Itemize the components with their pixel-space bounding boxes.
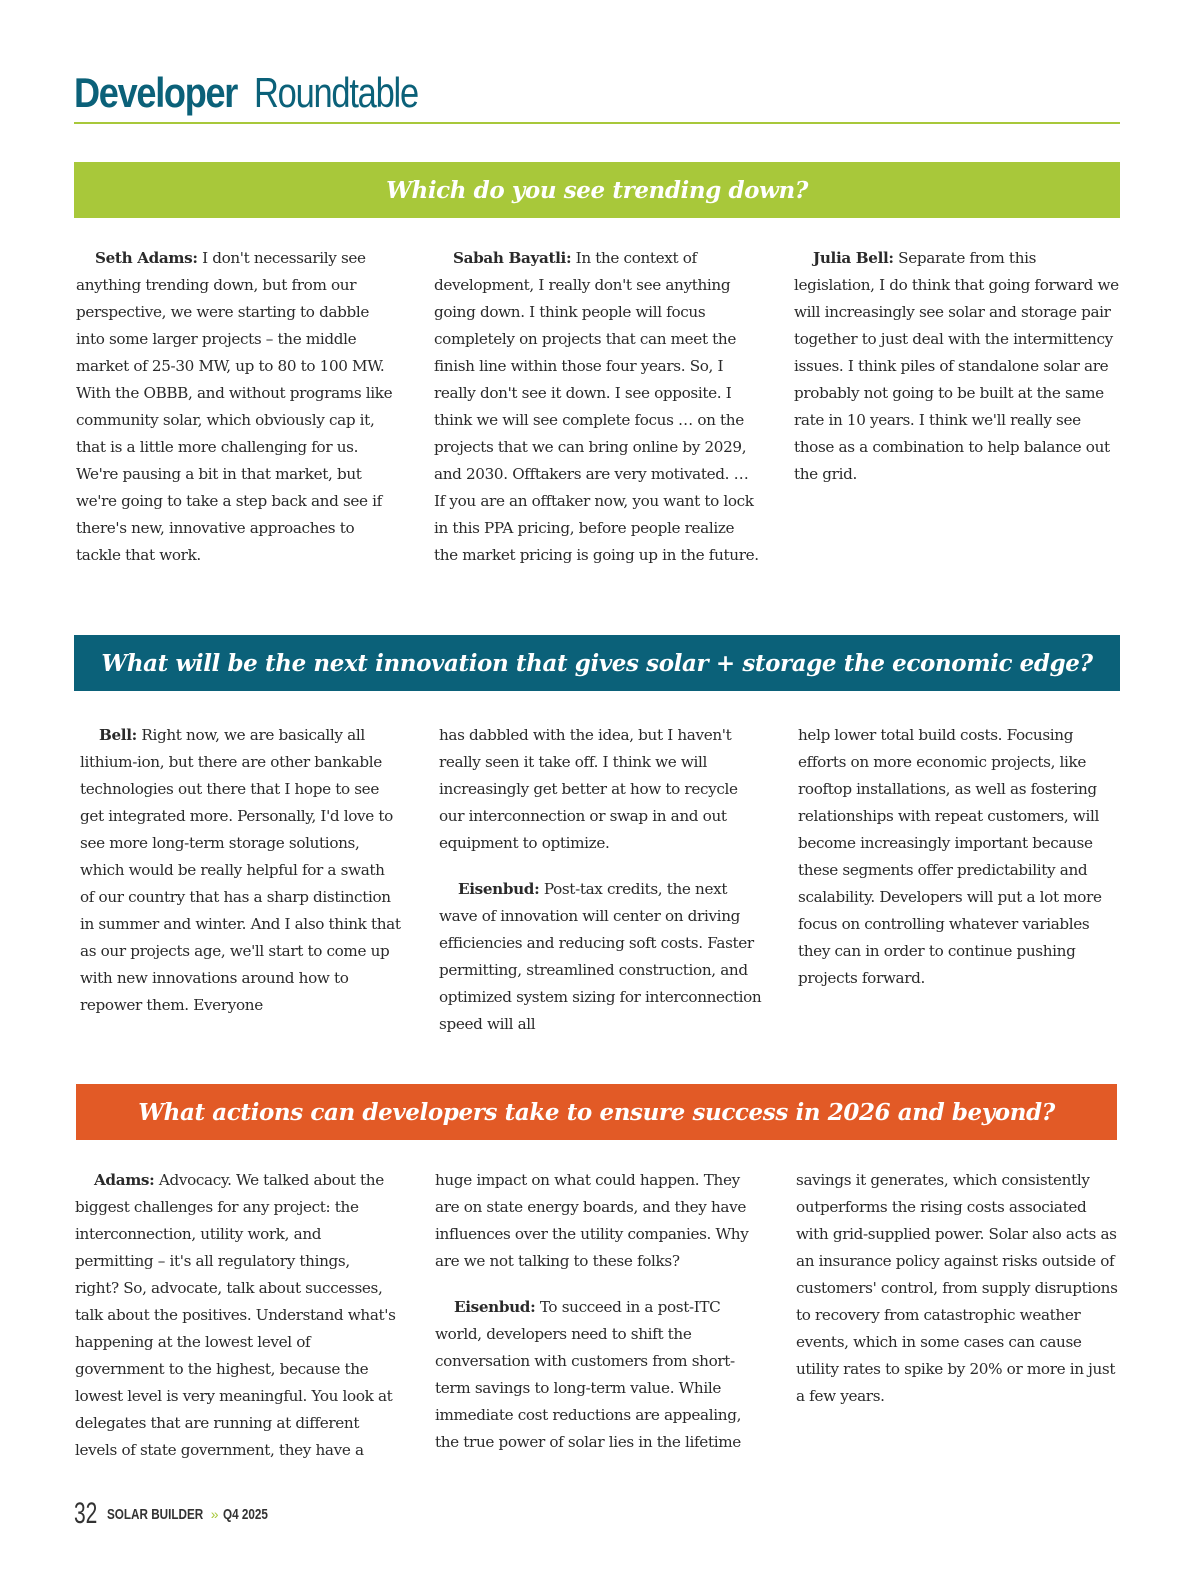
section3-column3 [796, 1167, 1122, 1410]
issue-label: Q4 2025 [222, 1505, 268, 1523]
speaker-name: Eisenbud: [458, 880, 540, 898]
answer-paragraph [798, 722, 1124, 992]
section-heading-next-innovation: What will be the next innovation that gives solar + storage the economic edge? [74, 635, 1120, 691]
answer-text: To succeed in a post-ITC world, developers need to shift the conversation with customers from short-term savings to long-term value. While immediate cost reductions are appealing, the true power of solar lies in the lifetime [435, 1298, 742, 1451]
answer-paragraph [76, 245, 398, 569]
answer-text: savings it generates, which consistently outperforms the rising costs associated with grid-supplied power. Solar also acts as an insurance policy against risks outside of customers' control, from supply disruptions to recovery from catastrophic weather events, which in some cases can cause utility rates to spike by 20% or more in just a few years. [796, 1171, 1118, 1405]
section1-column3 [794, 245, 1120, 488]
speaker-name: Seth Adams: [95, 249, 198, 267]
section3-column2 [435, 1167, 760, 1456]
section2-column2 [439, 722, 763, 1038]
answer-text: help lower total build costs. Focusing efforts on more economic projects, like rooftop installations, as well as fostering relationships with repeat customers, will become increasingly important because these segments offer predictability and scalability. Developers will put a lot more focus on controlling whatever variables they can in order to continue pushing projects forward. [798, 726, 1102, 987]
speaker-name: Bell: [99, 726, 137, 744]
page-footer [74, 1494, 280, 1534]
footer-separator: » [210, 1506, 219, 1522]
section1-column1 [76, 245, 398, 569]
header-title-bold: Developer [74, 69, 238, 116]
magazine-name: SOLAR BUILDER [107, 1505, 204, 1523]
answer-text: has dabbled with the idea, but I haven't really seen it take off. I think we will increasingly get better at how to recycle our interconnection or swap in and out equipment to optimize. [439, 726, 738, 852]
answer-paragraph [435, 1167, 760, 1275]
header-title-light: Roundtable [253, 69, 418, 116]
answer-paragraph [796, 1167, 1122, 1410]
answer-paragraph [794, 245, 1120, 488]
answer-paragraph [439, 722, 763, 857]
page-header [74, 62, 1120, 124]
answer-text: Post-tax credits, the next wave of innovation will center on driving efficiencies and reducing soft costs. Faster permitting, streamlined construction, and optimized system sizing for interconnection speed will all [439, 880, 762, 1033]
section2-column1 [80, 722, 402, 1019]
answer-paragraph [75, 1167, 397, 1464]
section1-column2 [434, 245, 759, 569]
answer-text: huge impact on what could happen. They are on state energy boards, and they have influences over the utility companies. Why are we not talking to these folks? [435, 1171, 749, 1270]
answer-text: In the context of development, I really don't see anything going down. I think people will focus completely on projects that can meet the finish line within those four years. So, I really don't see it down. I see opposite. I think we will see complete focus … on the projects that we can bring online by 2029, and 2030. Offtakers are very motivated. … If you are an offtaker now, you want to lock in this PPA pricing, before people realize the market pricing is going up in the future. [434, 249, 759, 564]
speaker-name: Eisenbud: [454, 1298, 536, 1316]
speaker-name: Julia Bell: [813, 249, 894, 267]
speaker-name: Adams: [94, 1171, 155, 1189]
section-heading-actions-2026: What actions can developers take to ensure success in 2026 and beyond? [76, 1084, 1117, 1140]
answer-text: Separate from this legislation, I do think that going forward we will increasingly see solar and storage pair together to just deal with the intermittency issues. I think piles of standalone solar are probably not going to be built at the same rate in 10 years. I think we'll really see those as a combination to help balance out the grid. [794, 249, 1119, 483]
answer-text: Advocacy. We talked about the biggest challenges for any project: the interconnection, utility work, and permitting – it's all regulatory things, right? So, advocate, talk about successes, talk about the positives. Understand what's happening at the lowest level of government to the highest, because the lowest level is very meaningful. You look at delegates that are running at different levels of state government, they have a [75, 1171, 396, 1459]
answer-paragraph [80, 722, 402, 1019]
section3-column1 [75, 1167, 397, 1464]
section-heading-trending-down: Which do you see trending down? [74, 162, 1120, 218]
page-number: 32 [74, 1497, 98, 1530]
answer-text: I don't necessarily see anything trending down, but from our perspective, we were starting to dabble into some larger projects – the middle market of 25-30 MW, up to 80 to 100 MW. With the OBBB, and without programs like community solar, which obviously cap it, that is a little more challenging for us. We're pausing a bit in that market, but we're going to take a step back and see if there's new, innovative approaches to tackle that work. [76, 249, 393, 564]
answer-paragraph [439, 876, 763, 1038]
speaker-name: Sabah Bayatli: [453, 249, 572, 267]
answer-paragraph [435, 1294, 760, 1456]
section2-column3 [798, 722, 1124, 992]
answer-text: Right now, we are basically all lithium-ion, but there are other bankable technologies out there that I hope to see get integrated more. Personally, I'd love to see more long-term storage solutions, which would be really helpful for a swath of our country that has a sharp distinction in summer and winter. And I also think that as our projects age, we'll start to come up with new innovations around how to repower them. Everyone [80, 726, 401, 1014]
answer-paragraph [434, 245, 759, 569]
